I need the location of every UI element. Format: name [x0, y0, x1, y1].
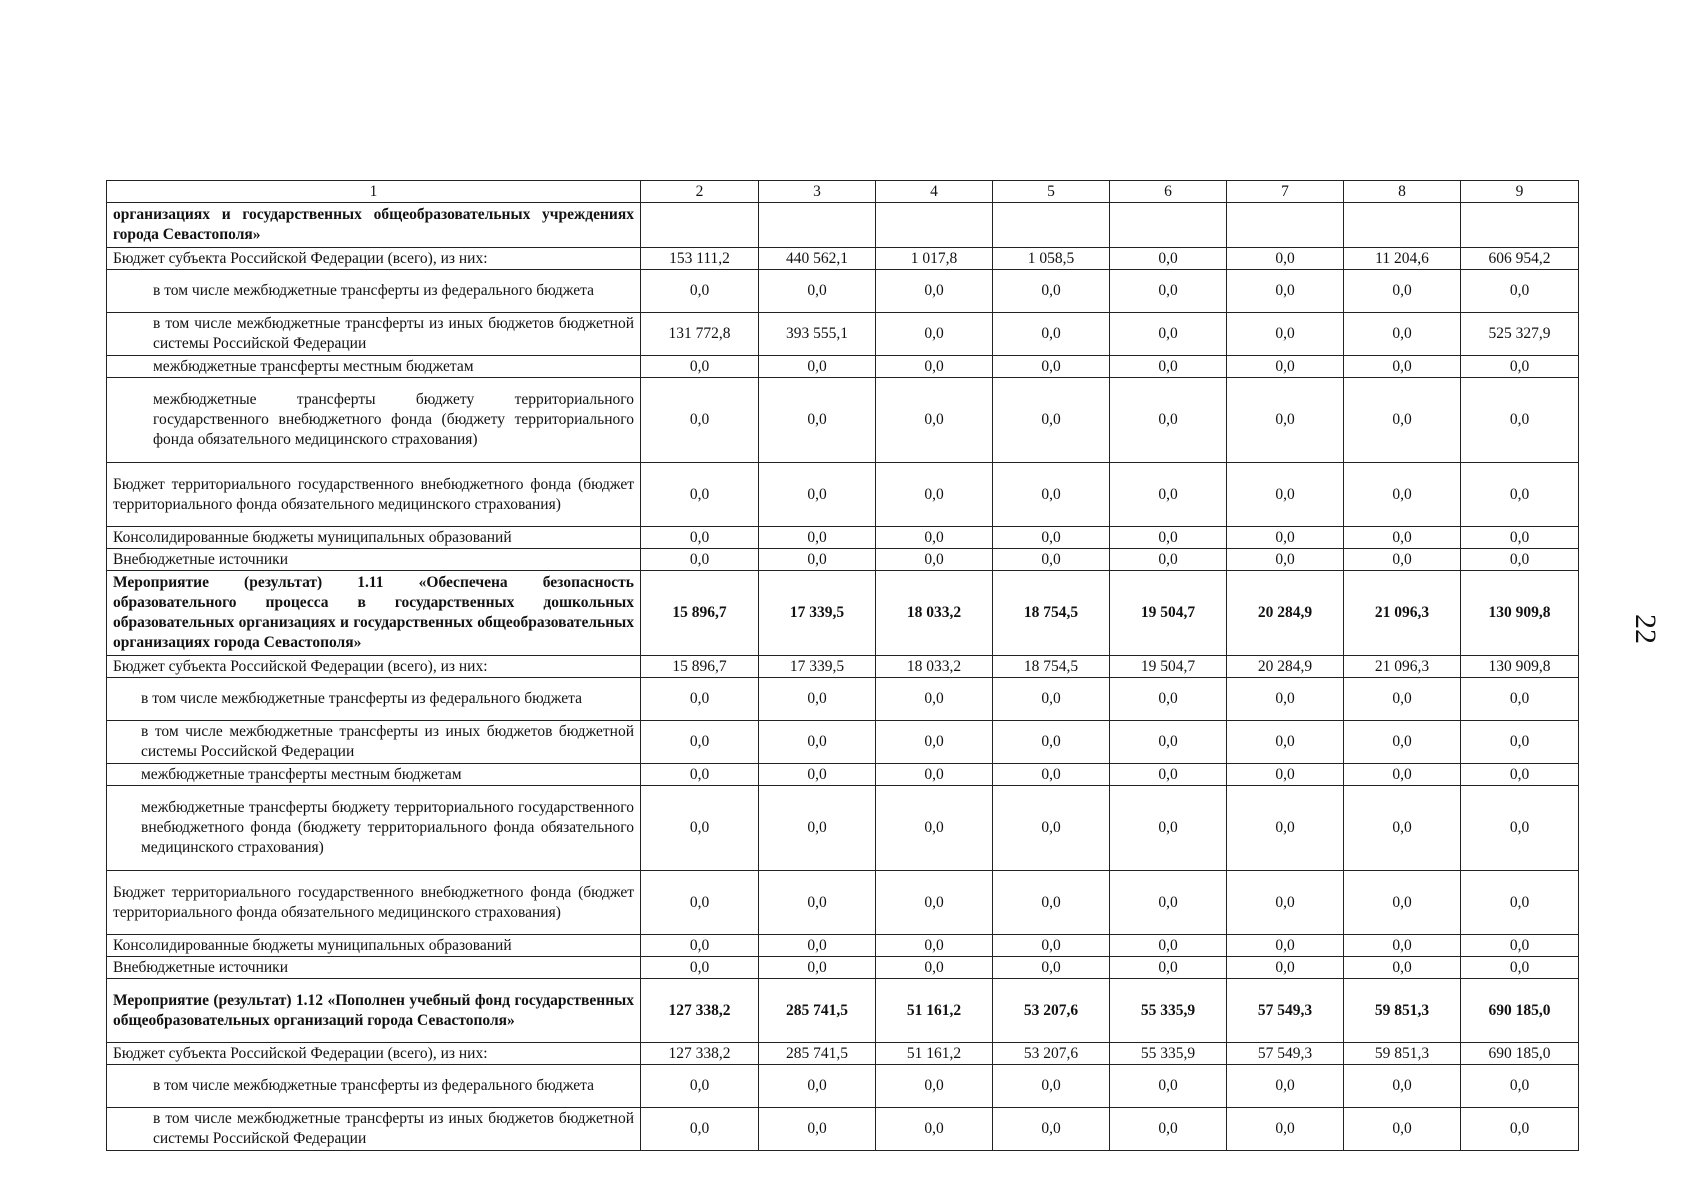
value-cell: 55 335,9 [1110, 1043, 1227, 1065]
value-cell: 0,0 [993, 957, 1110, 979]
value-cell: 57 549,3 [1227, 1043, 1344, 1065]
value-cell: 0,0 [993, 313, 1110, 356]
value-cell: 0,0 [759, 270, 876, 313]
header-cell: 6 [1110, 181, 1227, 203]
value-cell: 285 741,5 [759, 979, 876, 1043]
value-cell: 1 017,8 [876, 248, 993, 270]
value-cell: 0,0 [1227, 1065, 1344, 1108]
table-row [107, 786, 1579, 871]
value-cell: 0,0 [1344, 1065, 1461, 1108]
value-cell: 0,0 [759, 1108, 876, 1151]
row-label: межбюджетные трансферты местным бюджетам [107, 764, 641, 786]
header-row [107, 181, 1579, 203]
value-cell: 0,0 [876, 356, 993, 378]
value-cell: 130 909,8 [1461, 571, 1579, 656]
value-cell: 0,0 [1227, 549, 1344, 571]
row-label: межбюджетные трансферты бюджету территориального государственного внебюджетного фонда (бюджету территориального фонда обязательного медицинского страхования) [107, 786, 641, 871]
table-row [107, 549, 1579, 571]
row-label: Консолидированные бюджеты муниципальных образований [107, 935, 641, 957]
table-row [107, 871, 1579, 935]
value-cell: 525 327,9 [1461, 313, 1579, 356]
header-cell: 1 [107, 181, 641, 203]
value-cell: 0,0 [876, 764, 993, 786]
value-cell: 0,0 [1110, 957, 1227, 979]
value-cell [641, 203, 759, 248]
value-cell: 0,0 [993, 678, 1110, 721]
table-row [107, 957, 1579, 979]
row-label: в том числе межбюджетные трансферты из федерального бюджета [107, 270, 641, 313]
value-cell: 0,0 [641, 764, 759, 786]
value-cell: 0,0 [1110, 313, 1227, 356]
value-cell: 0,0 [641, 957, 759, 979]
value-cell: 0,0 [759, 549, 876, 571]
row-label: Бюджет территориального государственного внебюджетного фонда (бюджет территориального фонда обязательного медицинского страхования) [107, 871, 641, 935]
value-cell: 0,0 [1110, 935, 1227, 957]
value-cell: 0,0 [1227, 871, 1344, 935]
value-cell [759, 203, 876, 248]
value-cell: 0,0 [1344, 356, 1461, 378]
value-cell: 0,0 [1227, 764, 1344, 786]
value-cell: 0,0 [759, 721, 876, 764]
value-cell: 440 562,1 [759, 248, 876, 270]
value-cell: 0,0 [1110, 378, 1227, 463]
table-row [107, 935, 1579, 957]
value-cell: 127 338,2 [641, 979, 759, 1043]
header-cell: 3 [759, 181, 876, 203]
value-cell: 0,0 [1227, 527, 1344, 549]
value-cell: 0,0 [1461, 527, 1579, 549]
row-label: межбюджетные трансферты местным бюджетам [107, 356, 641, 378]
value-cell: 53 207,6 [993, 979, 1110, 1043]
value-cell: 0,0 [1461, 1065, 1579, 1108]
table-row [107, 678, 1579, 721]
value-cell: 0,0 [1344, 935, 1461, 957]
value-cell: 0,0 [759, 935, 876, 957]
value-cell: 0,0 [1461, 678, 1579, 721]
value-cell: 606 954,2 [1461, 248, 1579, 270]
table-row [107, 356, 1579, 378]
value-cell: 0,0 [1227, 935, 1344, 957]
value-cell: 393 555,1 [759, 313, 876, 356]
value-cell: 0,0 [1227, 1108, 1344, 1151]
value-cell: 0,0 [641, 786, 759, 871]
value-cell: 285 741,5 [759, 1043, 876, 1065]
value-cell: 0,0 [1344, 378, 1461, 463]
value-cell: 0,0 [876, 957, 993, 979]
value-cell: 0,0 [993, 786, 1110, 871]
value-cell: 0,0 [759, 527, 876, 549]
value-cell: 0,0 [1110, 721, 1227, 764]
value-cell: 0,0 [641, 527, 759, 549]
table-row [107, 1108, 1579, 1151]
value-cell: 0,0 [1110, 764, 1227, 786]
value-cell: 0,0 [993, 1065, 1110, 1108]
value-cell: 53 207,6 [993, 1043, 1110, 1065]
value-cell: 0,0 [641, 678, 759, 721]
value-cell: 0,0 [1110, 356, 1227, 378]
value-cell: 20 284,9 [1227, 571, 1344, 656]
value-cell: 0,0 [759, 463, 876, 527]
header-cell: 8 [1344, 181, 1461, 203]
value-cell: 0,0 [876, 1108, 993, 1151]
value-cell: 0,0 [641, 378, 759, 463]
value-cell: 0,0 [876, 871, 993, 935]
value-cell: 20 284,9 [1227, 656, 1344, 678]
value-cell: 0,0 [1461, 463, 1579, 527]
value-cell: 0,0 [1344, 463, 1461, 527]
table-row [107, 1043, 1579, 1065]
value-cell: 0,0 [759, 764, 876, 786]
value-cell: 0,0 [876, 721, 993, 764]
value-cell: 0,0 [1461, 935, 1579, 957]
value-cell: 0,0 [1110, 248, 1227, 270]
value-cell: 0,0 [1110, 786, 1227, 871]
value-cell: 0,0 [1344, 786, 1461, 871]
value-cell: 0,0 [993, 527, 1110, 549]
header-cell: 7 [1227, 181, 1344, 203]
value-cell: 0,0 [876, 786, 993, 871]
header-cell: 9 [1461, 181, 1579, 203]
value-cell: 0,0 [993, 721, 1110, 764]
value-cell: 15 896,7 [641, 571, 759, 656]
value-cell: 0,0 [1110, 463, 1227, 527]
value-cell: 0,0 [1227, 721, 1344, 764]
value-cell: 0,0 [641, 1065, 759, 1108]
value-cell: 11 204,6 [1344, 248, 1461, 270]
value-cell: 51 161,2 [876, 1043, 993, 1065]
value-cell: 0,0 [1344, 1108, 1461, 1151]
value-cell [876, 203, 993, 248]
value-cell: 127 338,2 [641, 1043, 759, 1065]
value-cell: 19 504,7 [1110, 571, 1227, 656]
header-cell: 5 [993, 181, 1110, 203]
value-cell: 690 185,0 [1461, 979, 1579, 1043]
row-label: Бюджет субъекта Российской Федерации (всего), из них: [107, 1043, 641, 1065]
header-cell: 4 [876, 181, 993, 203]
value-cell: 0,0 [1227, 356, 1344, 378]
value-cell: 18 033,2 [876, 571, 993, 656]
row-label: межбюджетные трансферты бюджету территориального государственного внебюджетного фонда (бюджету территориального фонда обязательного медицинского страхования) [107, 378, 641, 463]
value-cell: 21 096,3 [1344, 656, 1461, 678]
value-cell [1344, 203, 1461, 248]
value-cell: 0,0 [641, 721, 759, 764]
row-label: Мероприятие (результат) 1.11 «Обеспечена безопасность образовательного процесса в государственных дошкольных образовательных организациях и государственных общеобразовательных организациях города Севастополя» [107, 571, 641, 656]
value-cell: 0,0 [876, 463, 993, 527]
table-row [107, 313, 1579, 356]
value-cell: 18 754,5 [993, 571, 1110, 656]
value-cell: 0,0 [993, 764, 1110, 786]
value-cell: 0,0 [759, 678, 876, 721]
row-label: в том числе межбюджетные трансферты из федерального бюджета [107, 1065, 641, 1108]
budget-table [106, 180, 1579, 1151]
value-cell: 0,0 [1110, 1108, 1227, 1151]
value-cell: 0,0 [1344, 527, 1461, 549]
value-cell: 0,0 [993, 463, 1110, 527]
row-label: в том числе межбюджетные трансферты из иных бюджетов бюджетной системы Российской Федерации [107, 313, 641, 356]
row-label: в том числе межбюджетные трансферты из федерального бюджета [107, 678, 641, 721]
table-row [107, 203, 1579, 248]
value-cell: 59 851,3 [1344, 979, 1461, 1043]
value-cell: 0,0 [993, 356, 1110, 378]
row-label: в том числе межбюджетные трансферты из иных бюджетов бюджетной системы Российской Федерации [107, 1108, 641, 1151]
value-cell: 51 161,2 [876, 979, 993, 1043]
value-cell: 0,0 [993, 935, 1110, 957]
value-cell: 131 772,8 [641, 313, 759, 356]
value-cell: 0,0 [1461, 871, 1579, 935]
value-cell: 0,0 [1227, 957, 1344, 979]
value-cell: 55 335,9 [1110, 979, 1227, 1043]
value-cell: 0,0 [876, 378, 993, 463]
value-cell: 0,0 [876, 678, 993, 721]
value-cell: 21 096,3 [1344, 571, 1461, 656]
value-cell: 0,0 [993, 378, 1110, 463]
value-cell: 0,0 [1344, 678, 1461, 721]
value-cell: 0,0 [1110, 678, 1227, 721]
value-cell: 0,0 [1344, 721, 1461, 764]
value-cell: 0,0 [1344, 871, 1461, 935]
value-cell: 0,0 [876, 270, 993, 313]
value-cell: 0,0 [1461, 356, 1579, 378]
value-cell: 18 754,5 [993, 656, 1110, 678]
value-cell: 59 851,3 [1344, 1043, 1461, 1065]
value-cell: 0,0 [1227, 678, 1344, 721]
table-row [107, 656, 1579, 678]
value-cell: 0,0 [1110, 527, 1227, 549]
value-cell: 0,0 [876, 527, 993, 549]
value-cell: 0,0 [1461, 378, 1579, 463]
value-cell: 0,0 [1344, 549, 1461, 571]
value-cell [1227, 203, 1344, 248]
value-cell: 0,0 [1461, 786, 1579, 871]
value-cell: 0,0 [993, 549, 1110, 571]
value-cell: 0,0 [641, 463, 759, 527]
row-label: в том числе межбюджетные трансферты из иных бюджетов бюджетной системы Российской Федерации [107, 721, 641, 764]
value-cell: 15 896,7 [641, 656, 759, 678]
value-cell: 0,0 [1461, 957, 1579, 979]
table-row [107, 1065, 1579, 1108]
value-cell: 0,0 [1461, 1108, 1579, 1151]
value-cell: 0,0 [876, 1065, 993, 1108]
value-cell [1110, 203, 1227, 248]
value-cell: 0,0 [1110, 270, 1227, 313]
value-cell: 0,0 [993, 270, 1110, 313]
row-label: Бюджет субъекта Российской Федерации (всего), из них: [107, 656, 641, 678]
value-cell [1461, 203, 1579, 248]
value-cell: 0,0 [1344, 270, 1461, 313]
value-cell: 0,0 [759, 356, 876, 378]
value-cell: 0,0 [1461, 270, 1579, 313]
value-cell: 0,0 [759, 871, 876, 935]
value-cell: 0,0 [641, 871, 759, 935]
value-cell [993, 203, 1110, 248]
value-cell: 17 339,5 [759, 656, 876, 678]
value-cell: 0,0 [1344, 764, 1461, 786]
row-label: организациях и государственных общеобразовательных учреждениях города Севастополя» [107, 203, 641, 248]
value-cell: 0,0 [1110, 871, 1227, 935]
value-cell: 0,0 [1227, 270, 1344, 313]
table-row [107, 270, 1579, 313]
value-cell: 0,0 [993, 871, 1110, 935]
table-row [107, 527, 1579, 549]
row-label: Внебюджетные источники [107, 957, 641, 979]
table-row [107, 378, 1579, 463]
value-cell: 0,0 [759, 378, 876, 463]
value-cell: 0,0 [641, 1108, 759, 1151]
value-cell: 0,0 [876, 313, 993, 356]
page-number: 22 [1629, 614, 1662, 644]
value-cell: 0,0 [1461, 764, 1579, 786]
value-cell: 18 033,2 [876, 656, 993, 678]
row-label: Бюджет субъекта Российской Федерации (всего), из них: [107, 248, 641, 270]
table-row [107, 248, 1579, 270]
value-cell: 0,0 [759, 957, 876, 979]
value-cell: 0,0 [641, 356, 759, 378]
value-cell: 0,0 [1461, 721, 1579, 764]
value-cell: 1 058,5 [993, 248, 1110, 270]
value-cell: 153 111,2 [641, 248, 759, 270]
value-cell: 0,0 [876, 549, 993, 571]
value-cell: 0,0 [993, 1108, 1110, 1151]
value-cell: 0,0 [1461, 549, 1579, 571]
row-label: Мероприятие (результат) 1.12 «Пополнен учебный фонд государственных общеобразовательных организаций города Севастополя» [107, 979, 641, 1043]
table-row [107, 463, 1579, 527]
value-cell: 19 504,7 [1110, 656, 1227, 678]
table-row [107, 721, 1579, 764]
value-cell: 0,0 [759, 786, 876, 871]
value-cell: 57 549,3 [1227, 979, 1344, 1043]
value-cell: 0,0 [1227, 378, 1344, 463]
header-cell: 2 [641, 181, 759, 203]
row-label: Консолидированные бюджеты муниципальных образований [107, 527, 641, 549]
value-cell: 0,0 [1227, 248, 1344, 270]
value-cell: 0,0 [1344, 313, 1461, 356]
value-cell: 0,0 [1227, 463, 1344, 527]
value-cell: 0,0 [641, 270, 759, 313]
row-label: Бюджет территориального государственного внебюджетного фонда (бюджет территориального фонда обязательного медицинского страхования) [107, 463, 641, 527]
value-cell: 690 185,0 [1461, 1043, 1579, 1065]
value-cell: 17 339,5 [759, 571, 876, 656]
table-row [107, 571, 1579, 656]
table-row [107, 979, 1579, 1043]
row-label: Внебюджетные источники [107, 549, 641, 571]
value-cell: 0,0 [1110, 1065, 1227, 1108]
value-cell: 0,0 [1110, 549, 1227, 571]
value-cell: 0,0 [1227, 786, 1344, 871]
value-cell: 0,0 [641, 935, 759, 957]
value-cell: 130 909,8 [1461, 656, 1579, 678]
value-cell: 0,0 [759, 1065, 876, 1108]
value-cell: 0,0 [641, 549, 759, 571]
value-cell: 0,0 [1344, 957, 1461, 979]
value-cell: 0,0 [1227, 313, 1344, 356]
value-cell: 0,0 [876, 935, 993, 957]
table-row [107, 764, 1579, 786]
